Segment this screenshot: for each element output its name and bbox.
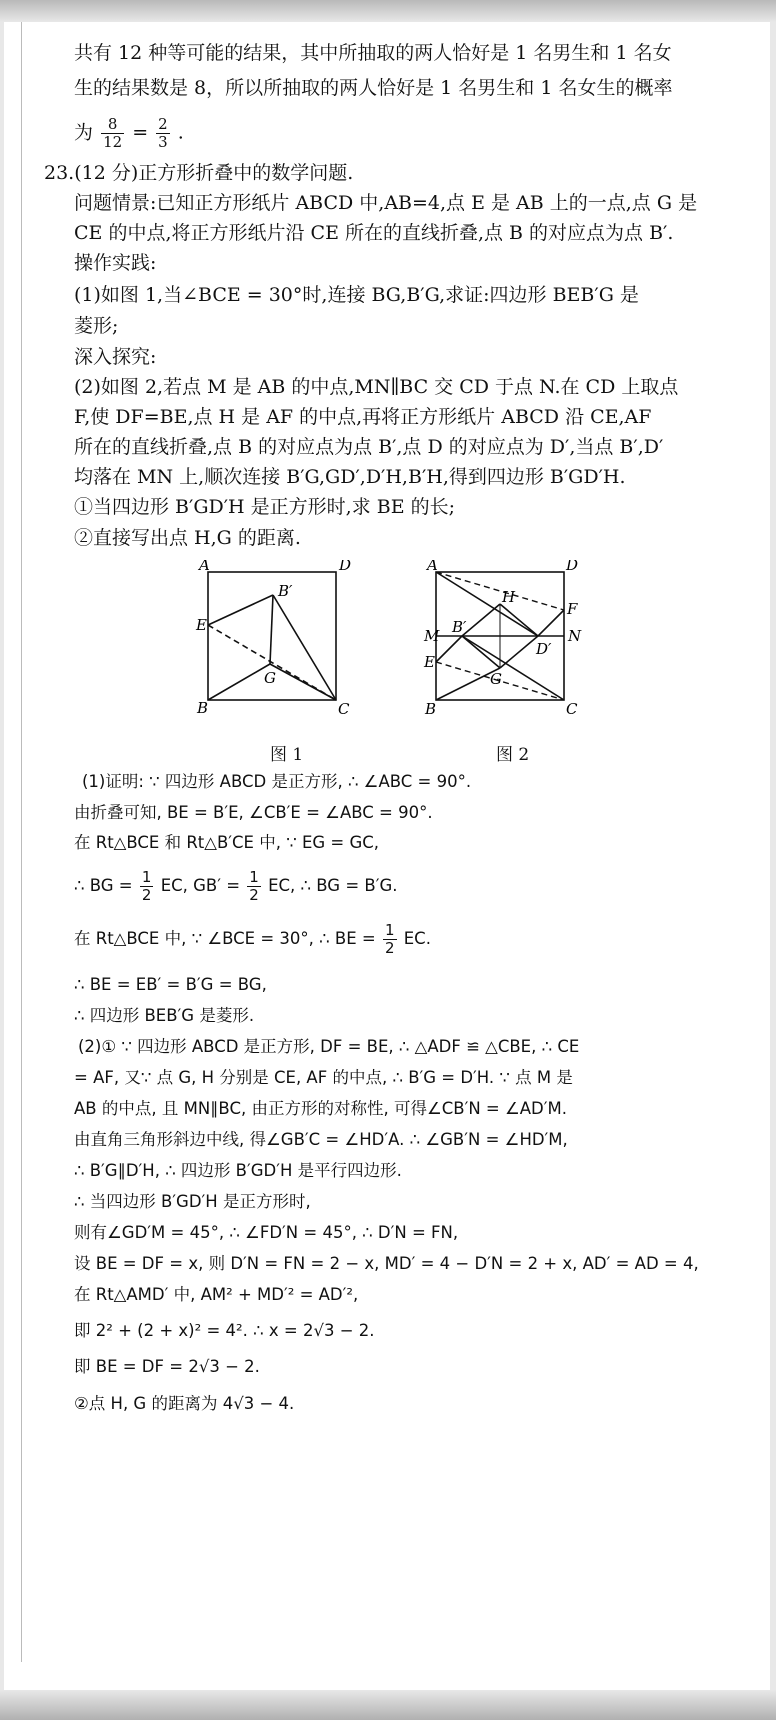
answer-line: 则有∠GD′M = 45°, ∴ ∠FD′N = 45°, ∴ D′N = FN, [74,1223,459,1242]
segment-gbp [270,595,273,664]
problem-line: ②直接写出点 H,G 的距离. [74,527,301,549]
answer-line [74,922,431,957]
problem-line: 菱形; [74,315,119,337]
segment-bp-g [462,636,500,668]
problem-line: ①当四边形 B′GD′H 是正方形时,求 BE 的长; [74,496,456,518]
segment-dp-f [538,610,564,636]
label-g: G [264,669,276,687]
answer-text: ∴ BG = [74,876,133,895]
answer-line: (1)证明: ∵ 四边形 ABCD 是正方形, ∴ ∠ABC = 90°. [82,772,472,791]
label-d: D [566,560,579,574]
answer-line: 在 Rt△AMD′ 中, AM² + MD′² = AD′², [74,1285,359,1304]
problem-line: 深入探究: [74,346,157,368]
answer-line: (2)① ∵ 四边形 ABCD 是正方形, DF = BE, ∴ △ADF ≌ △CBE, ∴ CE [78,1037,580,1056]
frac-num: 2 [158,115,168,133]
segment-h-dp [500,604,538,636]
segment-bpc [273,595,336,700]
answer-text: EC. [403,929,431,948]
frac-den: 3 [158,133,168,151]
frac-den: 2 [141,886,152,904]
label-f: F [567,600,578,618]
figure-2-caption: 图 2 [496,745,530,765]
document-page [4,22,770,1690]
label-e: E [196,616,207,634]
segment-ebp [208,595,273,625]
answer-text: EC, ∴ BG = B′G. [268,876,398,895]
answer-line: 设 BE = DF = x, 则 D′N = FN = 2 − x, MD′ = 4 − D′N = 2 + x, AD′ = AD = 4, [74,1254,699,1273]
label-g: G [490,670,502,688]
label-d: D [339,560,352,574]
answer-line: 由折叠可知, BE = B′E, ∠CB′E = ∠ABC = 90°. [74,803,433,822]
problem-line: 问题情景:已知正方形纸片 ABCD 中,AB=4,点 E 是 AB 上的一点,点 G 是 [74,192,698,214]
answer-text: 在 Rt△BCE 中, ∵ ∠BCE = 30°, ∴ BE = [74,929,376,948]
answer-line: = AF, 又∵ 点 G, H 分别是 CE, AF 的中点, ∴ B′G = D′H. ∵ 点 M 是 [74,1068,573,1087]
answer-line: 由直角三角形斜边中线, 得∠GB′C = ∠HD′A. ∴ ∠GB′N = ∠HD′M, [74,1130,568,1149]
problem-line: F,使 DF=BE,点 H 是 AF 的中点,再将正方形纸片 ABCD 沿 CE,AF [74,406,652,428]
prev-line-2: 生的结果数是 8，所以所抽取的两人恰好是 1 名男生和 1 名女生的概率 [74,77,673,99]
label-a: A [427,560,438,574]
problem-line: 均落在 MN 上,顺次连接 B′G,GD′,D′H,B′H,得到四边形 B′GD′H. [74,466,626,488]
frac-den: 2 [384,939,395,957]
frac-den: 12 [103,133,123,151]
label-b-prime: B′ [278,582,293,600]
label-d-prime: D′ [536,640,552,658]
fraction-one-half [247,869,261,904]
segment-h-bp [462,604,500,636]
segment-e-bp [436,636,462,662]
scan-bottom-shadow [0,1690,776,1720]
answer-line: 即 BE = DF = 2√3 − 2. [74,1357,260,1376]
prev-line-3-prefix: 为 [74,121,94,144]
frac-num: 8 [101,116,124,134]
frac-num: 1 [249,868,259,886]
label-m: M [424,627,440,645]
fraction-2-3 [156,116,170,151]
equals-sign: = [132,121,149,144]
label-c: C [338,700,350,718]
answer-line: ∴ BE = EB′ = B′G = BG, [74,975,267,994]
answer-line: ∴ 当四边形 B′GD′H 是正方形时, [74,1192,311,1211]
answer-line: 即 2² + (2 + x)² = 4². ∴ x = 2√3 − 2. [74,1321,375,1340]
frac-num: 1 [384,921,395,939]
problem-line: (1)如图 1,当∠BCE = 30°时,连接 BG,B′G,求证:四边形 BEB′G 是 [74,284,639,306]
segment-bg [208,664,270,700]
answer-line [74,869,398,904]
figure-2-diagram [422,560,597,735]
label-e: E [424,653,435,671]
segment-dp-g [500,636,538,668]
answer-line: ∴ B′G∥D′H, ∴ 四边形 B′GD′H 是平行四边形. [74,1161,402,1180]
problem-line: CE 的中点,将正方形纸片沿 CE 所在的直线折叠,点 B 的对应点为点 B′. [74,222,674,244]
answer-line: ②点 H, G 的距离为 4√3 − 4. [74,1394,295,1413]
prev-line-1: 共有 12 种等可能的结果，其中所抽取的两人恰好是 1 名男生和 1 名女 [74,42,672,64]
answer-text: EC, GB′ = [160,876,241,895]
figure-1-diagram [194,560,369,735]
fraction-one-half [140,869,154,904]
fraction-one-half [383,922,397,957]
answer-line: ∴ 四边形 BEB′G 是菱形. [74,1006,255,1025]
label-c: C [566,700,578,718]
problem-23-title: 23.(12 分)正方形折叠中的数学问题. [44,162,354,184]
label-b: B [197,699,209,717]
label-a: A [199,560,210,574]
period: . [177,121,184,144]
problem-line: 操作实践: [74,252,157,274]
problem-line: 所在的直线折叠,点 B 的对应点为点 B′,点 D 的对应点为 D′,当点 B′,D′ [74,436,664,458]
label-b-prime: B′ [452,618,467,636]
label-h: H [502,588,516,606]
figure-1-caption: 图 1 [270,745,304,765]
margin-line [21,22,22,1662]
frac-den: 2 [249,886,259,904]
answer-line: AB 的中点, 且 MN∥BC, 由正方形的对称性, 可得∠CB′N = ∠AD′M. [74,1099,567,1118]
problem-line: (2)如图 2,若点 M 是 AB 的中点,MN∥BC 交 CD 于点 N.在 CD 上取点 [74,376,679,398]
frac-num: 1 [141,868,152,886]
answer-line: 在 Rt△BCE 和 Rt△B′CE 中, ∵ EG = GC, [74,833,380,852]
scan-top-shadow [0,0,776,22]
label-n: N [568,627,582,645]
prev-line-3 [74,116,184,151]
fraction-8-12 [101,116,124,151]
label-b: B [425,700,437,718]
